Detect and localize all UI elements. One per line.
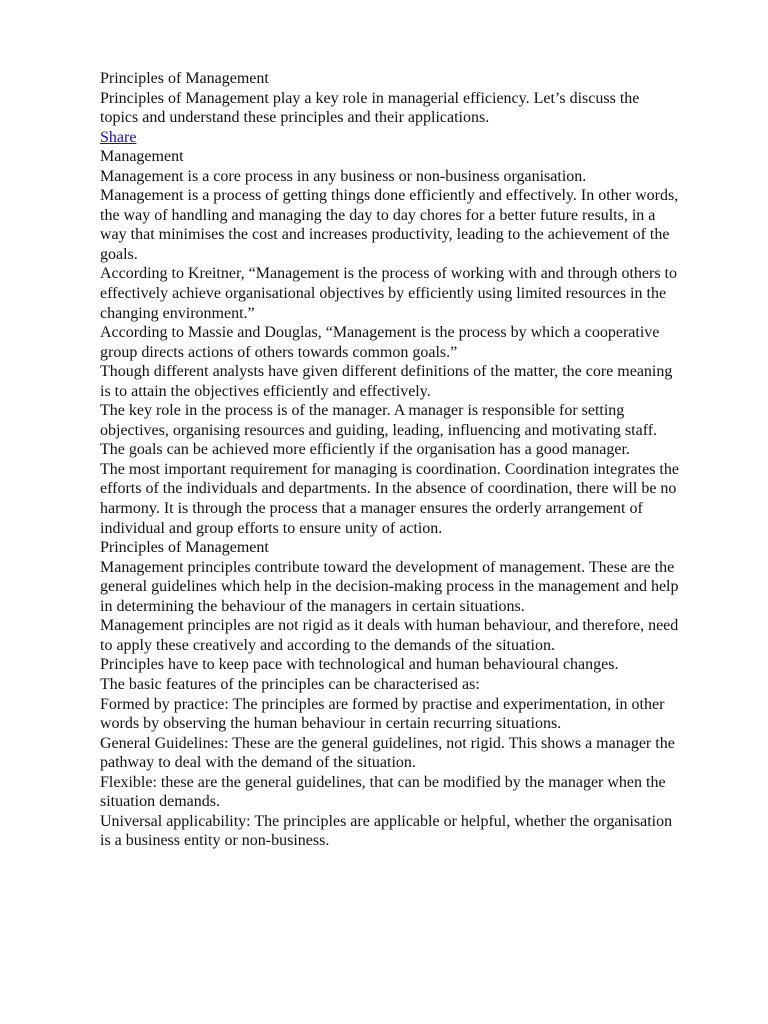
section-heading-principles: Principles of Management — [100, 539, 269, 557]
paragraph: Flexible: these are the general guidelines, that can be modified by the manager when the situation demands. — [100, 773, 666, 811]
paragraph: The most important requirement for managing is coordination. Coordination integrates the efforts of the individuals and departments. In the absence of coordination, there will be no harmony. It is through the process that a manager ensures the orderly arrangement of individual and group efforts to ensure unity of action. — [100, 460, 679, 537]
paragraph: According to Kreitner, “Management is the process of working with and through others to effectively achieve organisational objectives by efficiently using limited resources in the changing environment.” — [100, 265, 677, 322]
paragraph: Management principles contribute toward the development of management. These are the general guidelines which help in the decision-making process in the management and help in determining the behaviour of the managers in certain situations. — [100, 558, 679, 615]
paragraph: Management is a core process in any business or non-business organisation. — [100, 167, 587, 185]
paragraph: Management is a process of getting things done efficiently and effectively. In other words, the way of handling and managing the day to day chores for a better future results, in a way that minimises the cost and increases productivity, leading to the achievement of the goals. — [100, 187, 679, 263]
share-row — [100, 128, 680, 148]
paragraph: General Guidelines: These are the general guidelines, not rigid. This shows a manager the pathway to deal with the demand of the situation. — [100, 734, 675, 772]
document-title: Principles of Management — [100, 70, 269, 87]
paragraph: The basic features of the principles can be characterised as: — [100, 675, 480, 693]
paragraph: Formed by practice: The principles are formed by practise and experimentation, in other words by observing the human behaviour in certain recurring situations. — [100, 695, 665, 733]
paragraph: Management principles are not rigid as it deals with human behaviour, and therefore, need to apply these creatively and according to the demands of the situation. — [100, 617, 679, 654]
intro-paragraph: Principles of Management play a key role in managerial efficiency. Let’s discuss the topics and understand these principles and their applications. — [100, 89, 640, 127]
paragraph: According to Massie and Douglas, “Management is the process by which a cooperative group directs actions of others towards common goals.” — [100, 324, 660, 361]
paragraph: The key role in the process is of the manager. A manager is responsible for setting objectives, organising resources and guiding, leading, influencing and motivating staff. The goals can be achieved more efficiently if the organisation has a good manager. — [100, 402, 658, 459]
paragraph: Though different analysts have given different definitions of the matter, the core meaning is to attain the objectives efficiently and effectively. — [100, 363, 673, 400]
paragraph: Principles have to keep pace with technological and human behavioural changes. — [100, 656, 619, 674]
paragraph: Universal applicability: The principles are applicable or helpful, whether the organisation is a business entity or non-business. — [100, 812, 673, 850]
share-link[interactable]: Share — [100, 128, 137, 146]
section-heading-management: Management — [100, 148, 184, 166]
document-body — [100, 69, 680, 851]
